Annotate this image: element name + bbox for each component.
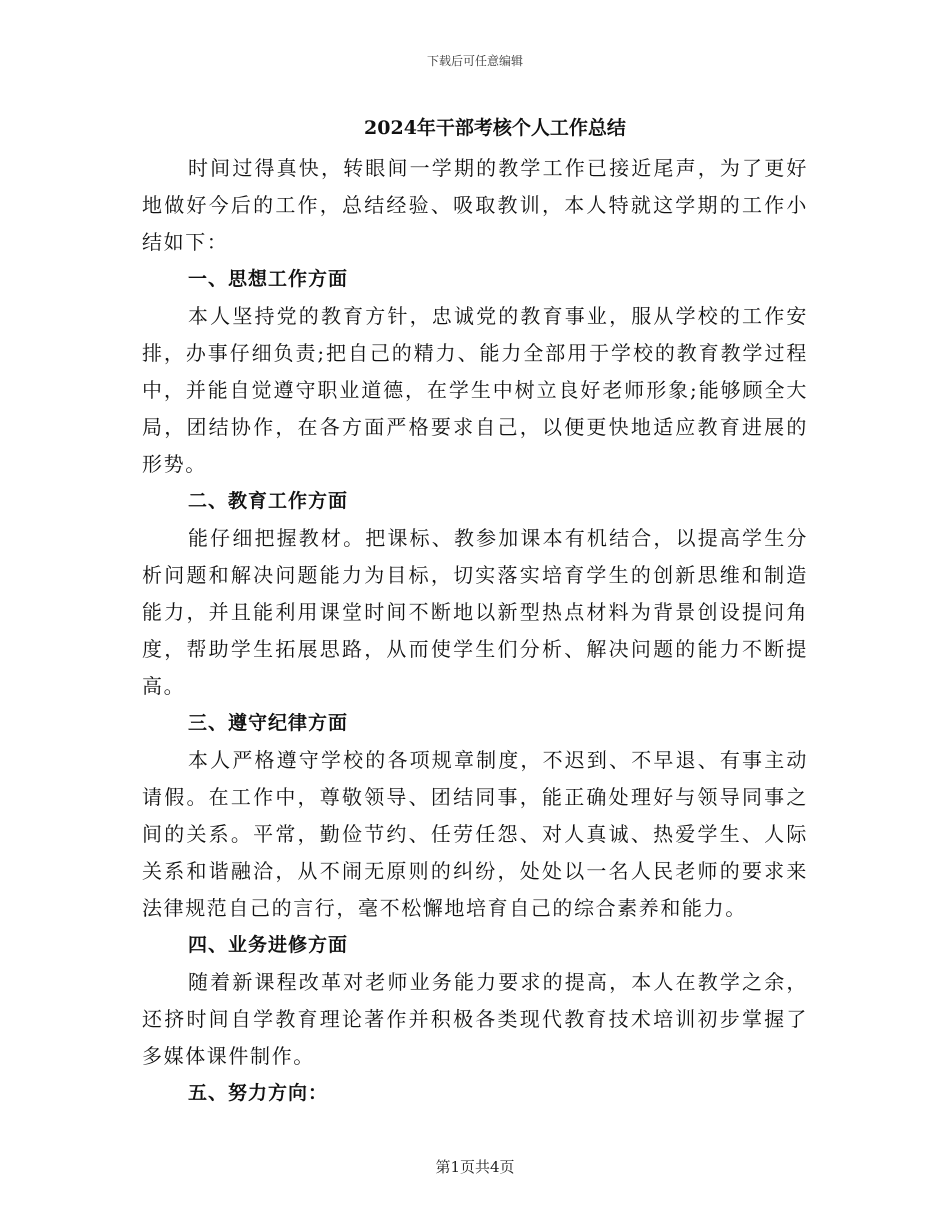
intro-paragraph: 时间过得真快，转眼间一学期的教学工作已接近尾声，为了更好地做好今后的工作，总结经验、吸取教训，本人特就这学期的工作小结如下： (142, 156, 808, 254)
section-body-thought: 本人坚持党的教育方针，忠诚党的教育事业，服从学校的工作安排，办事仔细负责;把自己的精力、能力全部用于学校的教育教学过程中，并能自觉遵守职业道德，在学生中树立良好老师形象;能够顾全大局，团结协作，在各方面严格要求自己，以便更快地适应教育进展的形势。 (142, 304, 808, 476)
header-note: 下载后可任意编辑 (426, 54, 523, 68)
document-title: 2024年干部考核个人工作总结 (364, 117, 626, 139)
section-heading-discipline: 三、遵守纪律方面 (188, 712, 349, 734)
section-body-study: 随着新课程改革对老师业务能力要求的提高，本人在教学之余，还挤时间自学教育理论著作并积极各类现代教育技术培训初步掌握了多媒体课件制作。 (142, 970, 808, 1068)
section-body-discipline: 本人严格遵守学校的各项规章制度，不迟到、不早退、有事主动请假。在工作中，尊敬领导、团结同事，能正确处理好与领导同事之间的关系。平常，勤俭节约、任劳任怨、对人真诚、热爱学生、人际关系和谐融洽，从不闹无原则的纠纷，处处以一名人民老师的要求来法律规范自己的言行，毫不松懈地培育自己的综合素养和能力。 (142, 748, 808, 920)
section-body-education: 能仔细把握教材。把课标、教参加课本有机结合，以提高学生分析问题和解决问题能力为目标，切实落实培育学生的创新思维和制造能力，并且能利用课堂时间不断地以新型热点材料为背景创设提问角度，帮助学生拓展思路，从而使学生们分析、解决问题的能力不断提高。 (142, 526, 808, 698)
section-heading-direction: 五、努力方向： (188, 1082, 329, 1104)
section-heading-study: 四、业务进修方面 (188, 934, 349, 956)
section-heading-thought: 一、思想工作方面 (188, 268, 349, 290)
document-body (142, 112, 808, 1112)
section-heading-education: 二、教育工作方面 (188, 490, 349, 512)
page-footer: 第1页共4页 (435, 1158, 515, 1176)
